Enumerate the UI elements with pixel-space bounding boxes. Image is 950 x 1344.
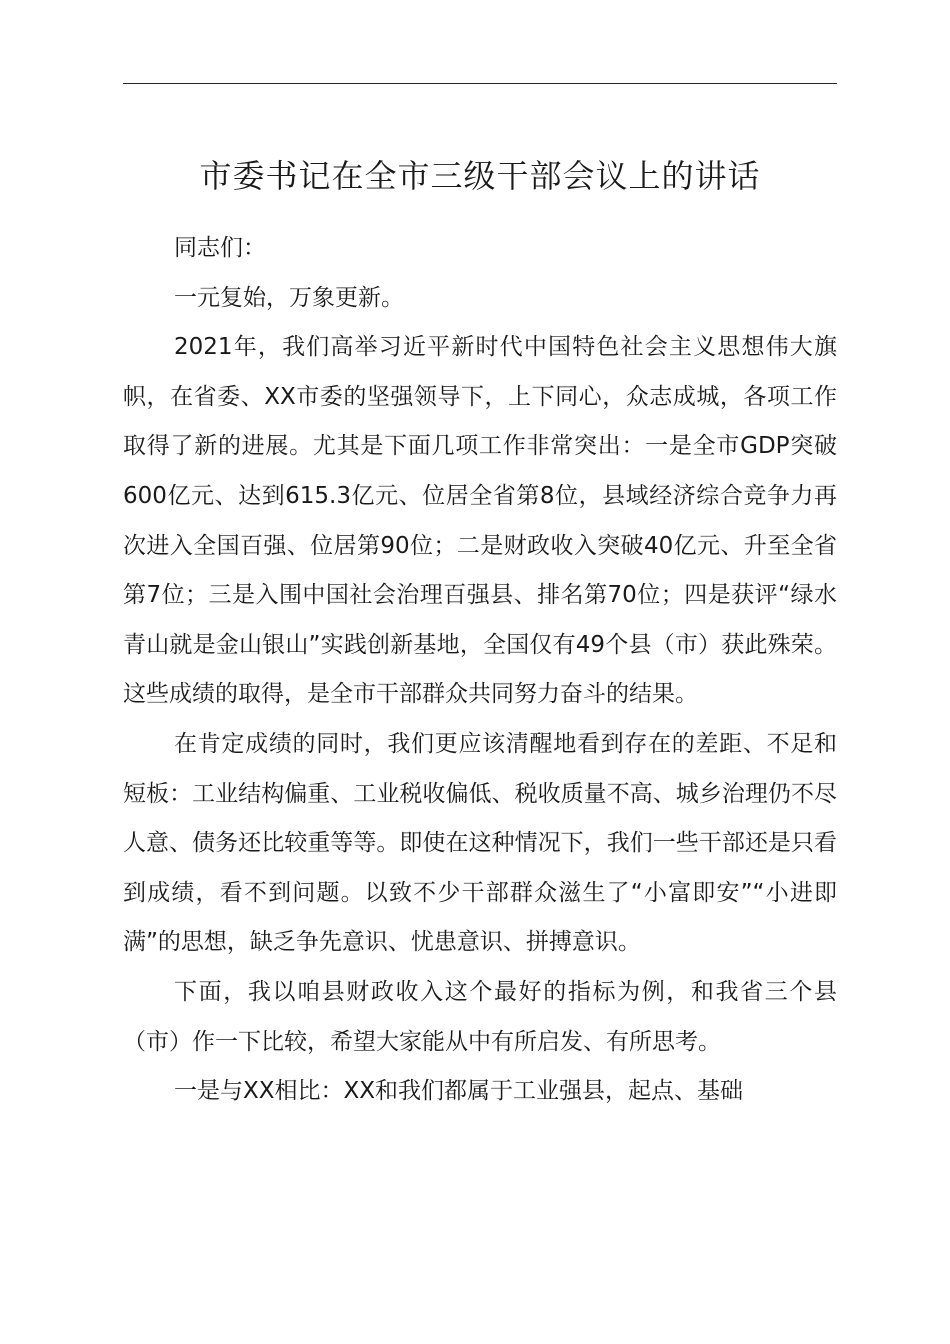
header-rule xyxy=(123,83,837,84)
document-body xyxy=(123,224,837,1117)
paragraph-comparison-one: 一是与XX相比：XX和我们都属于工业强县，起点、基础 xyxy=(174,1078,744,1105)
paragraph-achievements: 2021年，我们高举习近平新时代中国特色社会主义思想伟大旗帜，在省委、XX市委的坚强领导下，上下同心，众志成城，各项工作取得了新的进展。尤其是下面几项工作非常突出：一是全市GDP突破600亿元、达到615.3亿元、位居全省第8位，县域经济综合竞争力再次进入全国百强、位居第90位；二是财政收入突破40亿元、升至全省第7位；三是入围中国社会治理百强县、排名第70位；四是获评“绿水青山就是金山银山”实践创新基地，全国仅有49个县（市）获此殊荣。这些成绩的取得，是全市干部群众共同努力奋斗的结果。 xyxy=(123,334,837,708)
paragraph-opening: 一元复始，万象更新。 xyxy=(174,284,404,311)
document-title: 市委书记在全市三级干部会议上的讲话 xyxy=(199,157,761,195)
paragraph-greeting: 同志们： xyxy=(174,235,266,261)
paragraph-comparison-intro: 下面，我以咱县财政收入这个最好的指标为例，和我省三个县（市）作一下比较，希望大家能从中有所启发、有所思考。 xyxy=(123,978,837,1055)
paragraph-shortcomings: 在肯定成绩的同时，我们更应该清醒地看到存在的差距、不足和短板：工业结构偏重、工业税收偏低、税收质量不高、城乡治理仍不尽人意、债务还比较重等等。即使在这种情况下，我们一些干部还是只看到成绩，看不到问题。以致不少干部群众滋生了“小富即安”“小进即满”的思想，缺乏争先意识、忧患意识、拼搏意识。 xyxy=(123,730,837,956)
